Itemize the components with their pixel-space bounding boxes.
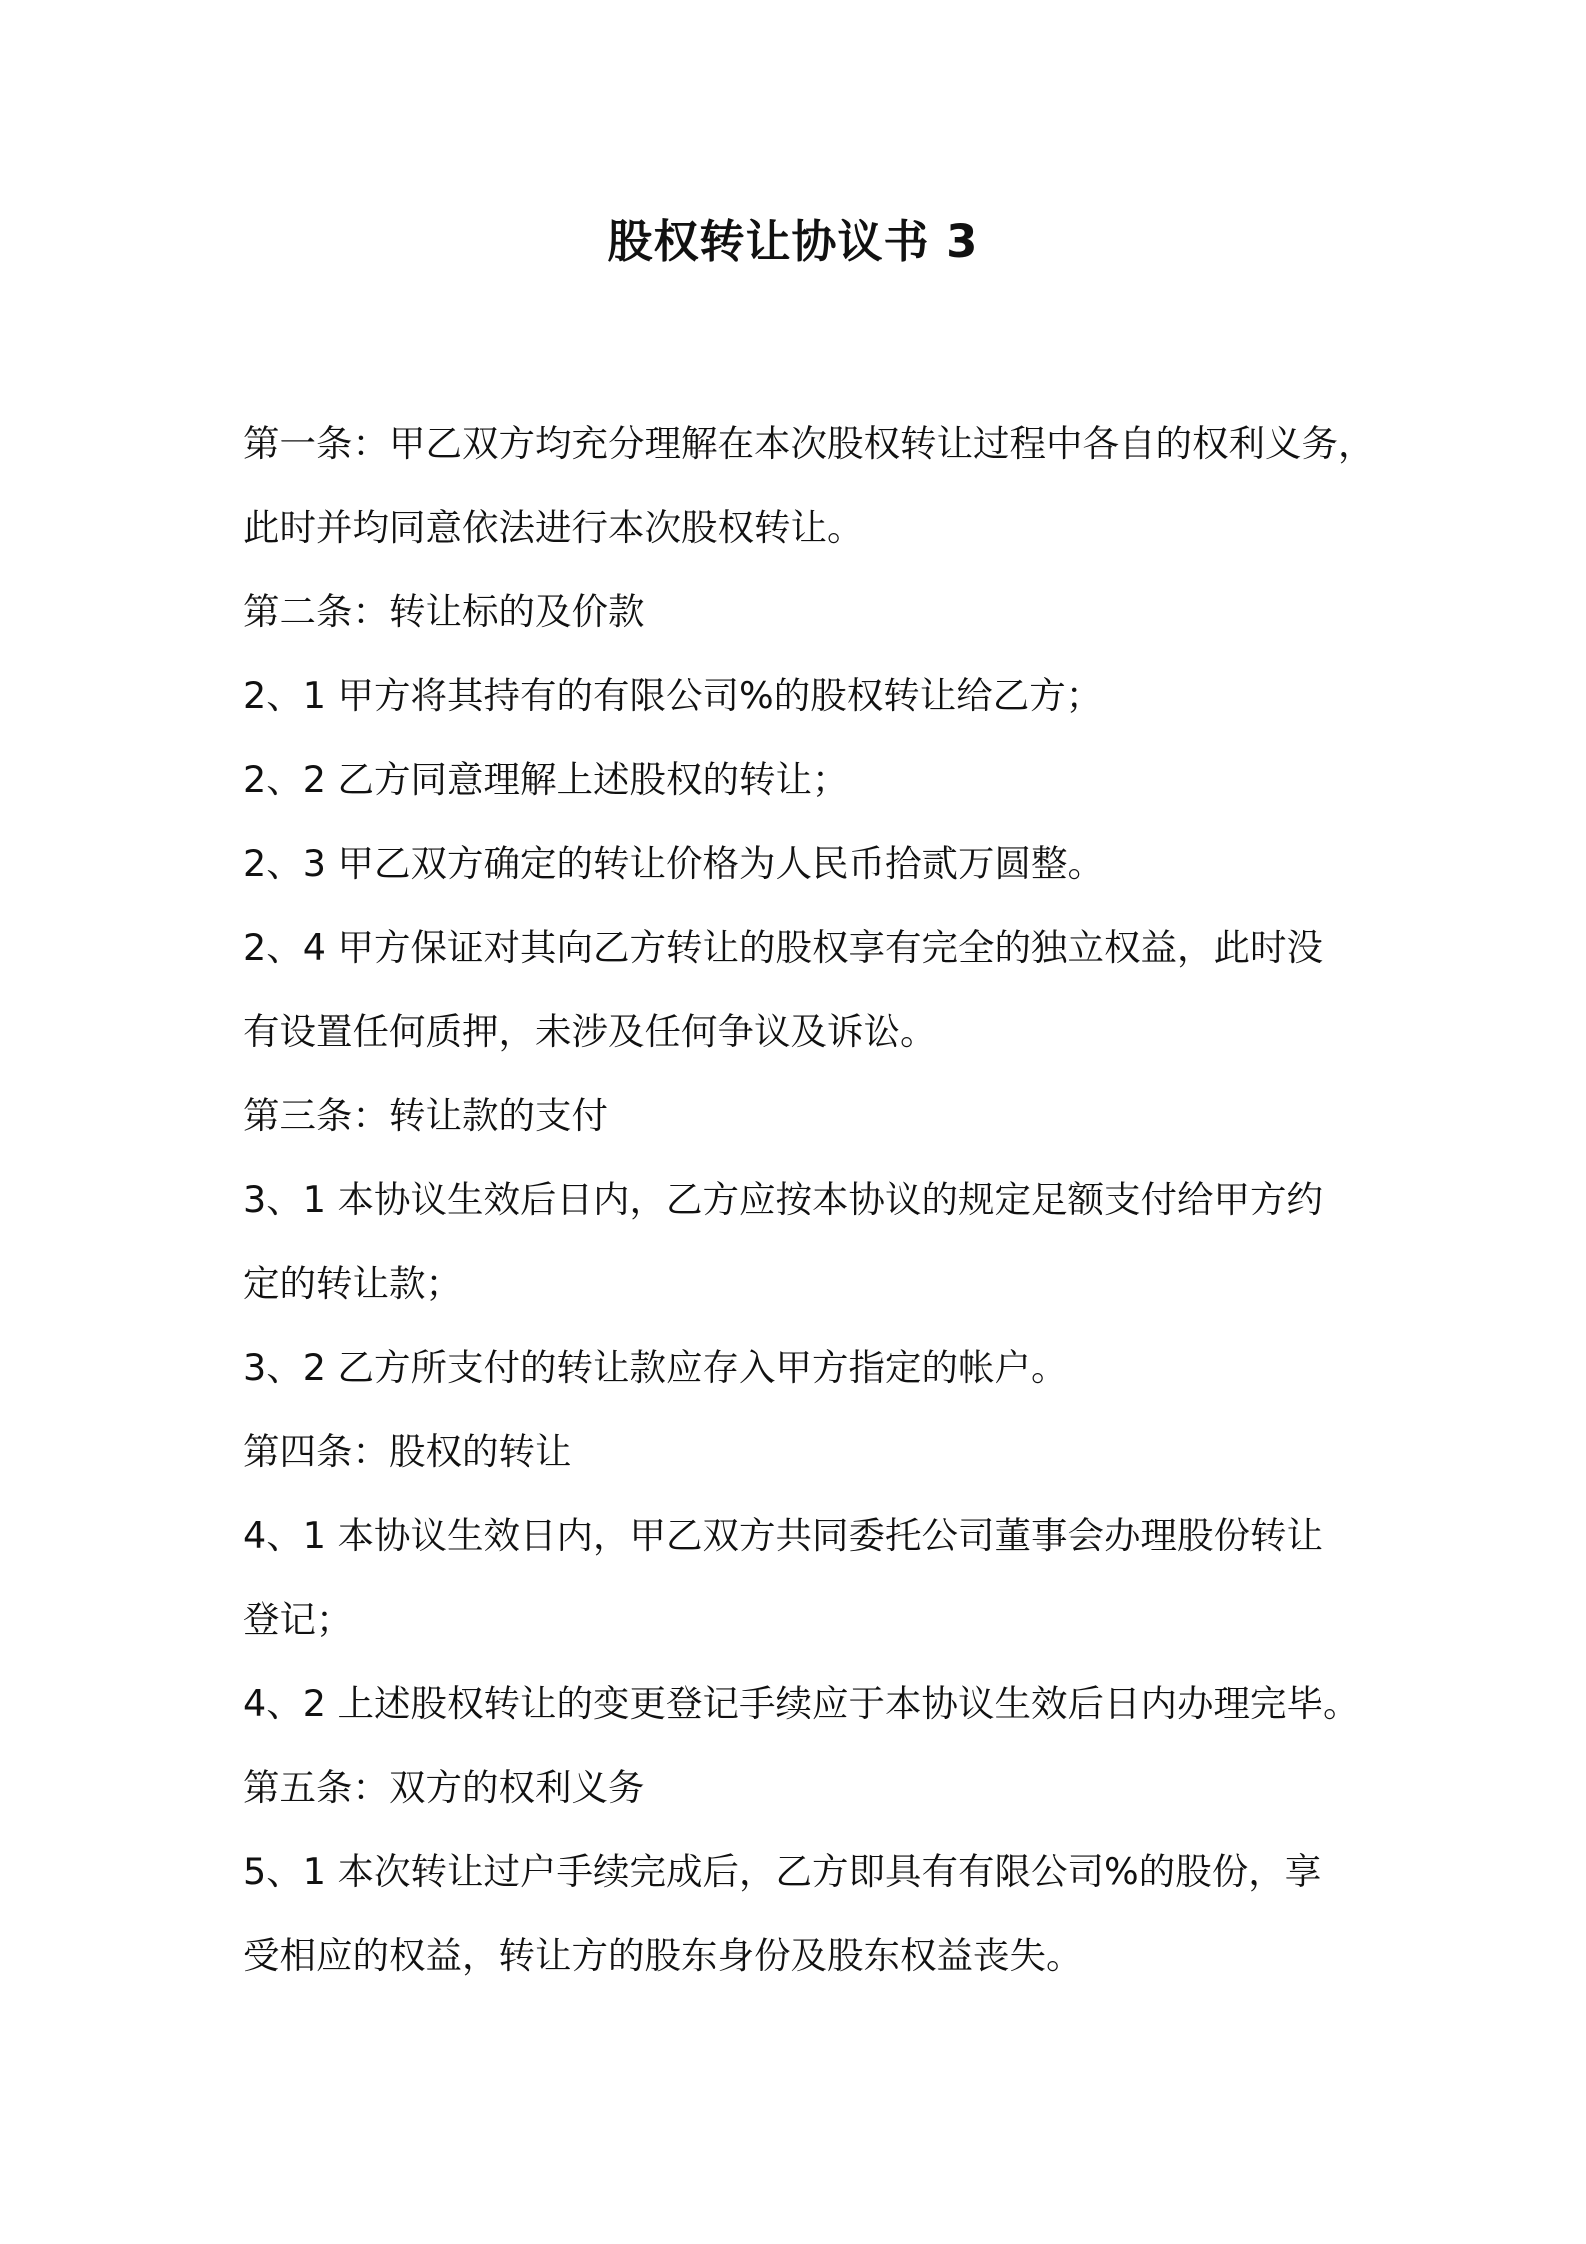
- text-line-6: 2、3 甲乙双方确定的转让价格为人民币拾贰万圆整。: [243, 842, 1105, 885]
- text-line-12: 3、2 乙方所支付的转让款应存入甲方指定的帐户。: [243, 1346, 1068, 1389]
- document-title: 股权转让协议书 3: [607, 215, 979, 268]
- text-line-11: 定的转让款；: [243, 1262, 462, 1305]
- text-line-4: 2、1 甲方将其持有的有限公司%的股权转让给乙方；: [243, 674, 1103, 717]
- text-line-10: 3、1 本协议生效后日内，乙方应按本协议的规定足额支付给甲方约: [243, 1178, 1324, 1221]
- text-line-15: 登记；: [243, 1598, 353, 1641]
- text-line-3: 第二条：转让标的及价款: [243, 590, 645, 633]
- text-line-9: 第三条：转让款的支付: [243, 1094, 608, 1137]
- text-line-2: 此时并均同意依法进行本次股权转让。: [243, 506, 864, 549]
- text-line-7: 2、4 甲方保证对其向乙方转让的股权享有完全的独立权益，此时没: [243, 926, 1324, 969]
- text-line-13: 第四条：股权的转让: [243, 1430, 572, 1473]
- document-body: [243, 402, 1375, 1998]
- text-line-18: 5、1 本次转让过户手续完成后，乙方即具有有限公司%的股份，享: [243, 1850, 1322, 1893]
- text-line-16: 4、2 上述股权转让的变更登记手续应于本协议生效后日内办理完毕。: [243, 1682, 1360, 1725]
- text-line-14: 4、1 本协议生效日内，甲乙双方共同委托公司董事会办理股份转让: [243, 1514, 1324, 1557]
- text-line-17: 第五条：双方的权利义务: [243, 1766, 645, 1809]
- text-line-19: 受相应的权益，转让方的股东身份及股东权益丧失。: [243, 1934, 1083, 1977]
- text-line-5: 2、2 乙方同意理解上述股权的转让；: [243, 758, 849, 801]
- text-line-1: 第一条：甲乙双方均充分理解在本次股权转让过程中各自的权利义务，: [243, 422, 1375, 465]
- text-line-8: 有设置任何质押，未涉及任何争议及诉讼。: [243, 1010, 937, 1053]
